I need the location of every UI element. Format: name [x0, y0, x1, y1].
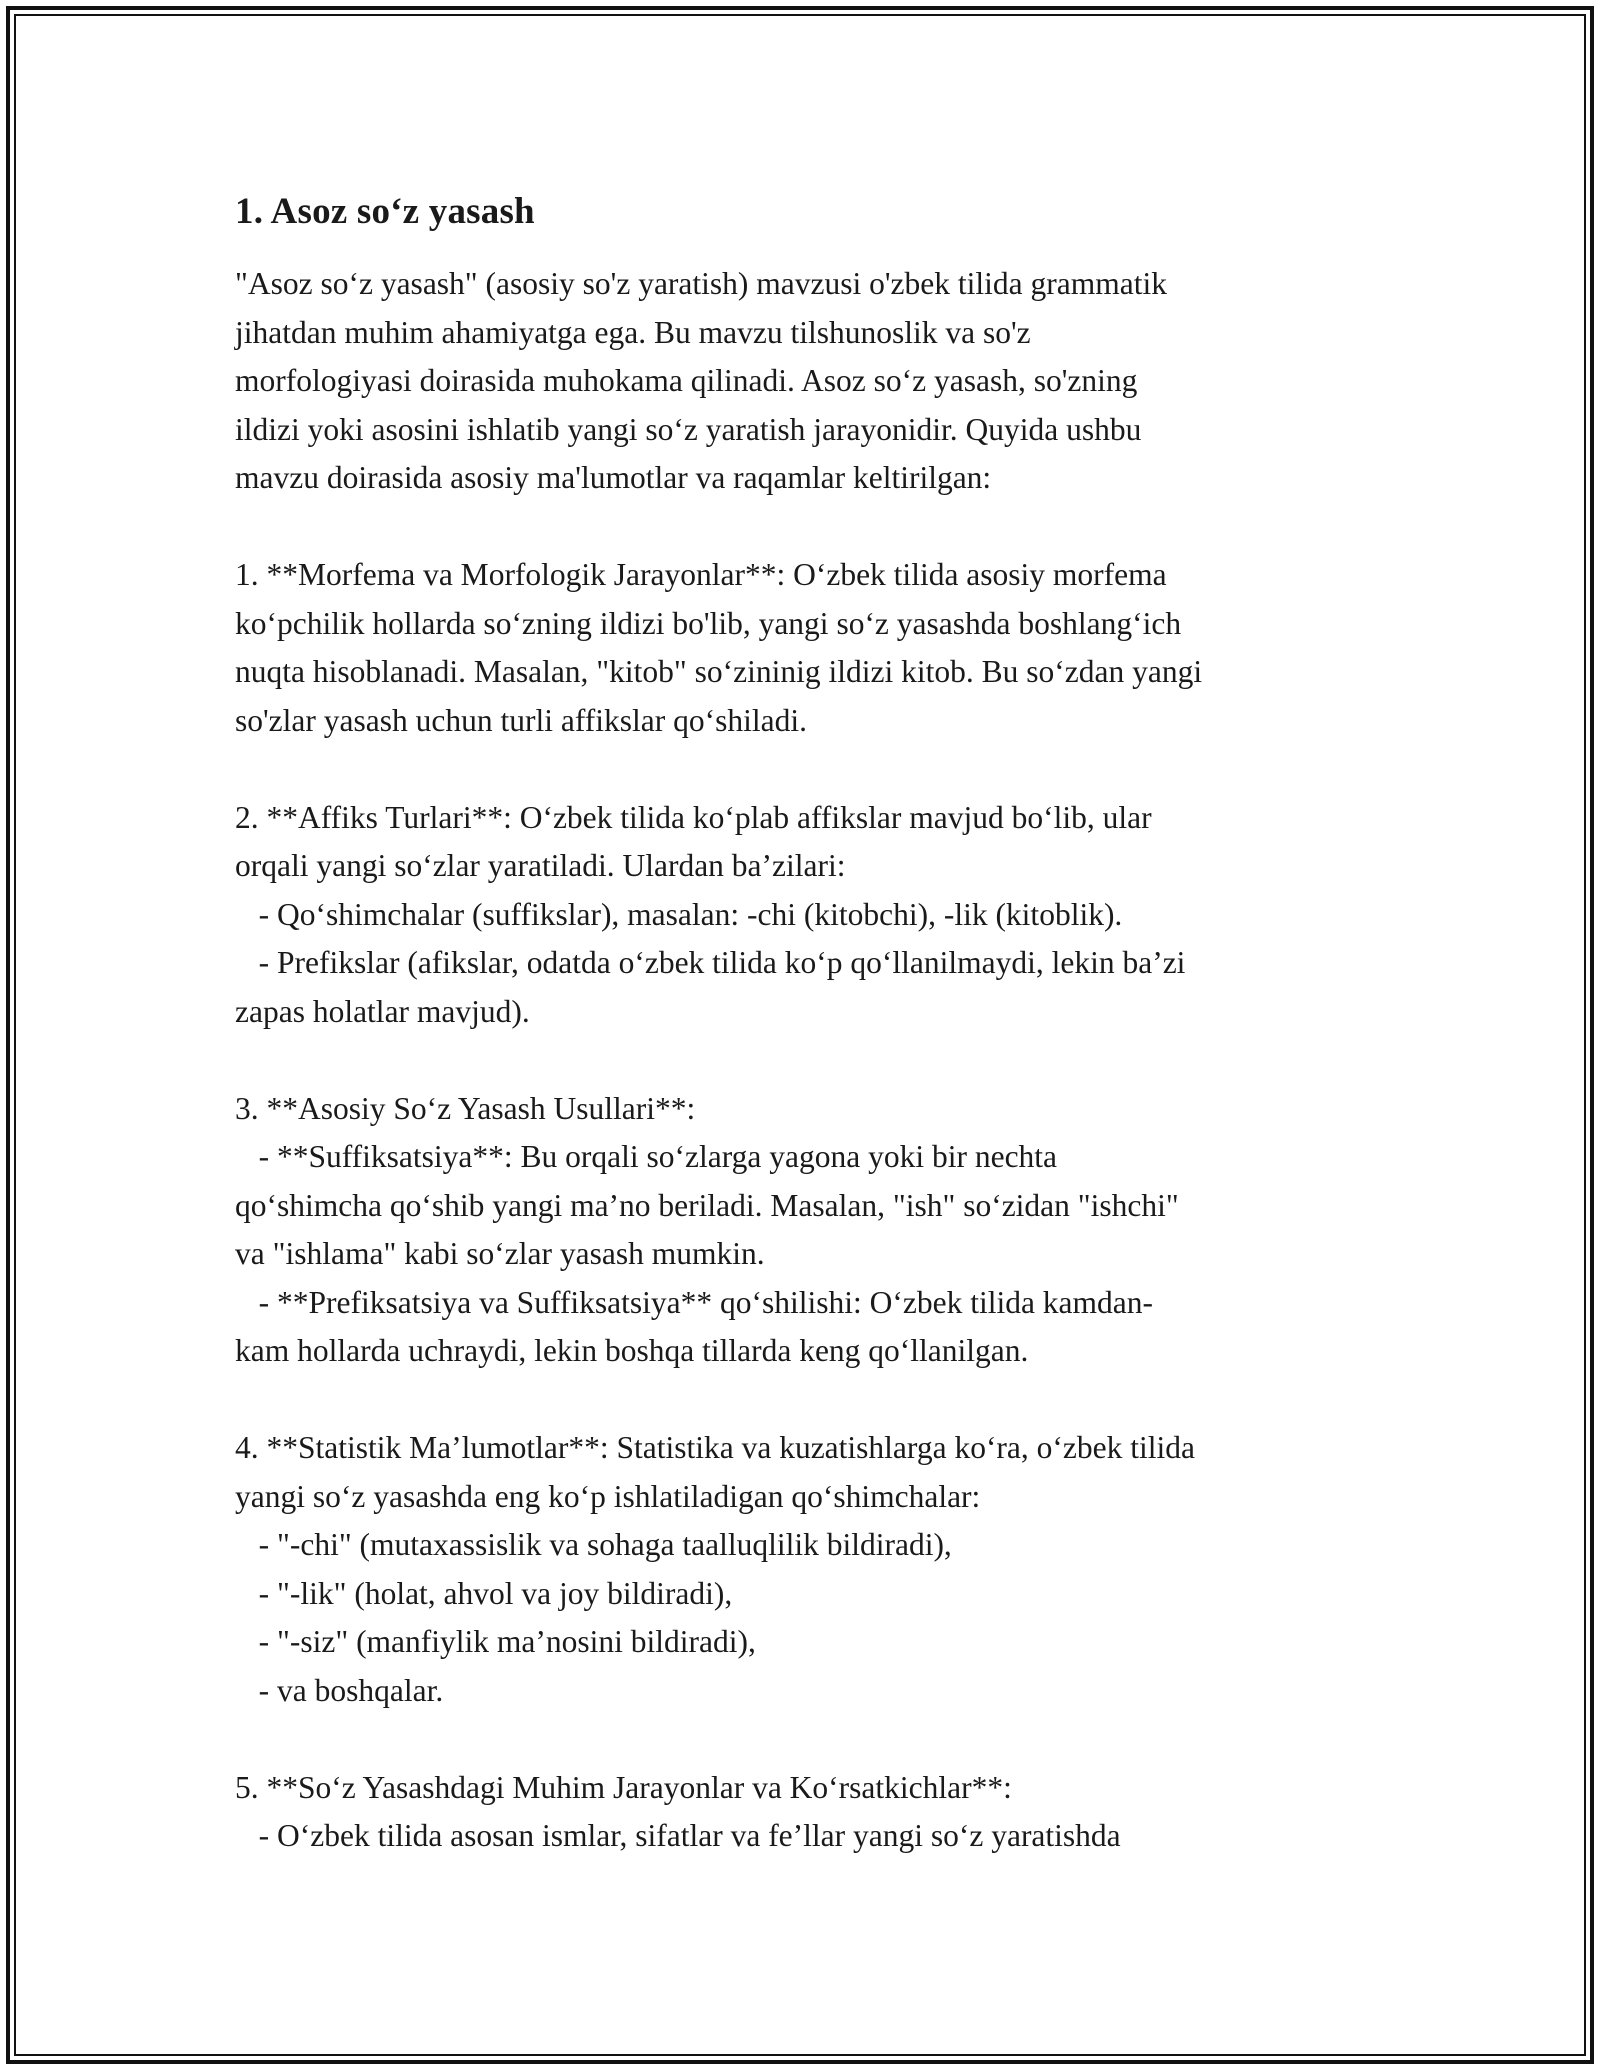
blank-line [235, 1376, 1385, 1425]
paragraph-line: yangi so‘z yasashda eng ko‘p ishlatiladigan qo‘shimchalar: [235, 1478, 981, 1514]
paragraph-line: 3. **Asosiy So‘z Yasash Usullari**: [235, 1090, 696, 1126]
paragraph-line: - **Suffiksatsiya**: Bu orqali so‘zlarga yagona yoki bir nechta [235, 1139, 1058, 1174]
paragraph-line: 4. **Statistik Ma’lumotlar**: Statistika va kuzatishlarga ko‘ra, o‘zbek tilida [235, 1430, 1195, 1465]
paragraph-line: kam hollarda uchraydi, lekin boshqa tillarda keng qo‘llanilgan. [235, 1333, 1029, 1368]
blank-line [235, 503, 1385, 552]
paragraph-line: morfologiyasi doirasida muhokama qilinadi. Asoz so‘z yasash, so'zning [235, 363, 1138, 398]
paragraph-line: ko‘pchilik hollarda so‘zning ildizi bo'lib, yangi so‘z yasashda boshlang‘ich [235, 605, 1182, 641]
paragraph-line: - "-chi" (mutaxassislik va sohaga taalluqlilik bildiradi), [235, 1527, 952, 1562]
paragraph-line: 1. **Morfema va Morfologik Jarayonlar**: O‘zbek tilida asosiy morfema [235, 557, 1167, 592]
paragraph-line: - Qo‘shimchalar (suffikslar), masalan: -chi (kitobchi), -lik (kitoblik). [235, 896, 1123, 932]
paragraph-line: - va boshqalar. [235, 1672, 444, 1708]
paragraph-line: ildizi yoki asosini ishlatib yangi so‘z yaratish jarayonidir. Quyida ushbu [235, 411, 1142, 447]
paragraph-line: "Asoz so‘z yasash" (asosiy so'z yaratish) mavzusi o'zbek tilida grammatik [235, 266, 1167, 301]
paragraph-line: va "ishlama" kabi so‘zlar yasash mumkin. [235, 1236, 765, 1271]
document-body [235, 260, 1385, 1861]
paragraph-line: zapas holatlar mavjud). [235, 993, 530, 1029]
document-page [235, 188, 1385, 1861]
blank-line [235, 1036, 1385, 1085]
paragraph-line: - "-siz" (manfiylik ma’nosini bildiradi), [235, 1624, 756, 1659]
blank-line [235, 745, 1385, 794]
paragraph-line: - O‘zbek tilida asosan ismlar, sifatlar va fe’llar yangi so‘z yaratishda [235, 1818, 1121, 1853]
paragraph-line: 5. **So‘z Yasashdagi Muhim Jarayonlar va Ko‘rsatkichlar**: [235, 1769, 1012, 1805]
paragraph-line: 2. **Affiks Turlari**: O‘zbek tilida ko‘plab affikslar mavjud bo‘lib, ular [235, 799, 1152, 835]
paragraph-line: jihatdan muhim ahamiyatga ega. Bu mavzu tilshunoslik va so'z [235, 314, 1031, 350]
paragraph-line: qo‘shimcha qo‘shib yangi ma’no beriladi. Masalan, "ish" so‘zidan "ishchi" [235, 1187, 1179, 1223]
paragraph-line: nuqta hisoblanadi. Masalan, "kitob" so‘zininig ildizi kitob. Bu so‘zdan yangi [235, 654, 1203, 689]
blank-line [235, 1715, 1385, 1764]
paragraph-line: so'zlar yasash uchun turli affikslar qo‘shiladi. [235, 702, 807, 738]
paragraph-line: - "-lik" (holat, ahvol va joy bildiradi), [235, 1575, 733, 1611]
document-title: 1. Asoz so‘z yasash [235, 191, 535, 232]
paragraph-line: - **Prefiksatsiya va Suffiksatsiya** qo‘shilishi: O‘zbek tilida kamdan- [235, 1284, 1154, 1320]
paragraph-line: mavzu doirasida asosiy ma'lumotlar va raqamlar keltirilgan: [235, 460, 992, 495]
paragraph-line: orqali yangi so‘zlar yaratiladi. Ulardan ba’zilari: [235, 848, 846, 883]
paragraph-line: - Prefikslar (afikslar, odatda o‘zbek tilida ko‘p qo‘llanilmaydi, lekin ba’zi [235, 945, 1186, 980]
